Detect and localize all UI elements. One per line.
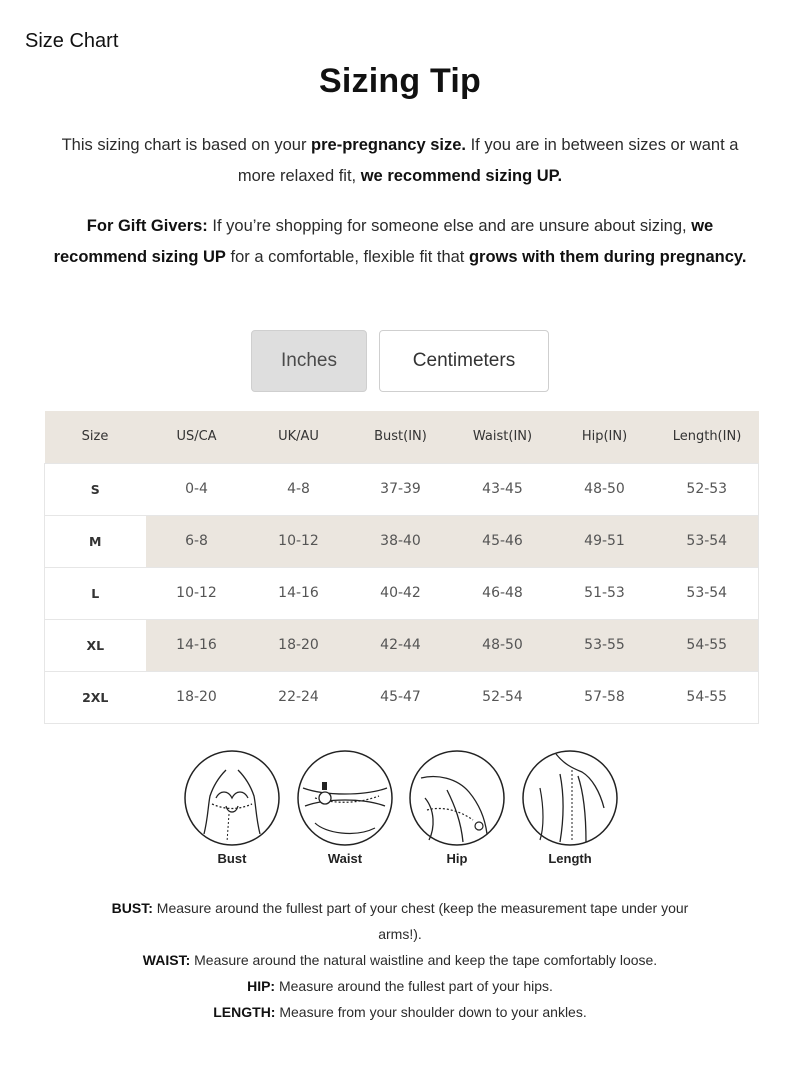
waist-cell: 48-50 (452, 619, 554, 671)
us-ca-cell: 14-16 (146, 619, 248, 671)
bust-measure-icon (182, 748, 282, 848)
uk-au-cell: 14-16 (278, 585, 319, 601)
length-cell: 53-54 (656, 515, 759, 567)
us-ca-cell: 0-4 (185, 481, 208, 497)
size-cell: M (45, 515, 146, 567)
measurement-figures (180, 748, 620, 873)
column-header-length: Length(IN) (656, 411, 759, 463)
us-ca-cell: 6-8 (146, 515, 248, 567)
uk-au-cell: 4-8 (287, 481, 310, 497)
sizing-intro-paragraph: This sizing chart is based on your pre-pregnancy size. If you are in between sizes or want a more relaxed fit, we recommend sizing UP. (61, 136, 739, 185)
hip-cell: 48-50 (584, 481, 625, 497)
size-cell: XL (45, 619, 146, 671)
waist-cell: 45-46 (452, 515, 554, 567)
hip-cell: 57-58 (584, 689, 625, 705)
modal-title: Size Chart (25, 30, 119, 52)
uk-au-cell: 22-24 (278, 689, 319, 705)
waist-label: Waist (327, 851, 363, 866)
bust-cell: 37-39 (380, 481, 421, 497)
length-cell: 52-53 (656, 463, 759, 515)
bust-label: Bust (217, 851, 247, 866)
length-cell: 54-55 (656, 619, 759, 671)
waist-instruction: WAIST: Measure around the natural waistline and keep the tape comfortably loose. (142, 952, 658, 968)
hip-figure (407, 748, 507, 866)
table-row (45, 515, 759, 567)
gift-givers-paragraph: For Gift Givers: If you’re shopping for someone else and are unsure about sizing, we recommend sizing UP for a comfortable, flexible fit that grows with them during pregnancy. (53, 217, 747, 266)
bust-cell: 42-44 (350, 619, 452, 671)
waist-measure-icon (295, 748, 395, 848)
table-row (45, 463, 759, 515)
measurement-instructions (100, 895, 700, 1025)
bust-cell: 38-40 (350, 515, 452, 567)
uk-au-cell: 10-12 (248, 515, 350, 567)
column-header-us-ca: US/CA (146, 411, 248, 463)
us-ca-cell: 10-12 (176, 585, 217, 601)
bust-instruction: BUST: Measure around the fullest part of your chest (keep the measurement tape under your arms!). (111, 900, 689, 942)
length-cell: 54-55 (656, 671, 759, 723)
hip-label: Hip (446, 851, 468, 866)
waist-figure (295, 748, 395, 866)
column-header-size: Size (45, 411, 146, 463)
column-header-uk-au: UK/AU (248, 411, 350, 463)
table-row (45, 567, 759, 619)
waist-cell: 52-54 (482, 689, 523, 705)
hip-cell: 49-51 (554, 515, 656, 567)
length-measure-icon (520, 748, 620, 848)
hip-measure-icon (407, 748, 507, 848)
length-cell: 53-54 (656, 567, 759, 619)
waist-cell: 46-48 (482, 585, 523, 601)
hip-cell: 53-55 (554, 619, 656, 671)
bust-cell: 40-42 (380, 585, 421, 601)
size-table (44, 411, 759, 724)
table-row (45, 671, 759, 723)
us-ca-cell: 18-20 (176, 689, 217, 705)
hip-cell: 51-53 (584, 585, 625, 601)
inches-button[interactable]: Inches (251, 330, 367, 392)
centimeters-button[interactable]: Centimeters (379, 330, 549, 392)
page-title: Sizing Tip (319, 62, 481, 100)
table-row (45, 619, 759, 671)
column-header-waist: Waist(IN) (452, 411, 554, 463)
uk-au-cell: 18-20 (248, 619, 350, 671)
hip-instruction: HIP: Measure around the fullest part of your hips. (247, 978, 553, 994)
size-cell: S (45, 463, 146, 515)
bust-figure (182, 748, 282, 866)
length-figure (520, 748, 620, 866)
column-header-hip: Hip(IN) (554, 411, 656, 463)
length-label: Length (548, 851, 592, 866)
size-cell: L (45, 567, 146, 619)
unit-toggle (0, 330, 800, 392)
column-header-bust: Bust(IN) (350, 411, 452, 463)
length-instruction: LENGTH: Measure from your shoulder down to your ankles. (213, 1004, 587, 1020)
waist-cell: 43-45 (482, 481, 523, 497)
bust-cell: 45-47 (380, 689, 421, 705)
size-cell: 2XL (45, 671, 146, 723)
table-header-row (45, 411, 759, 463)
